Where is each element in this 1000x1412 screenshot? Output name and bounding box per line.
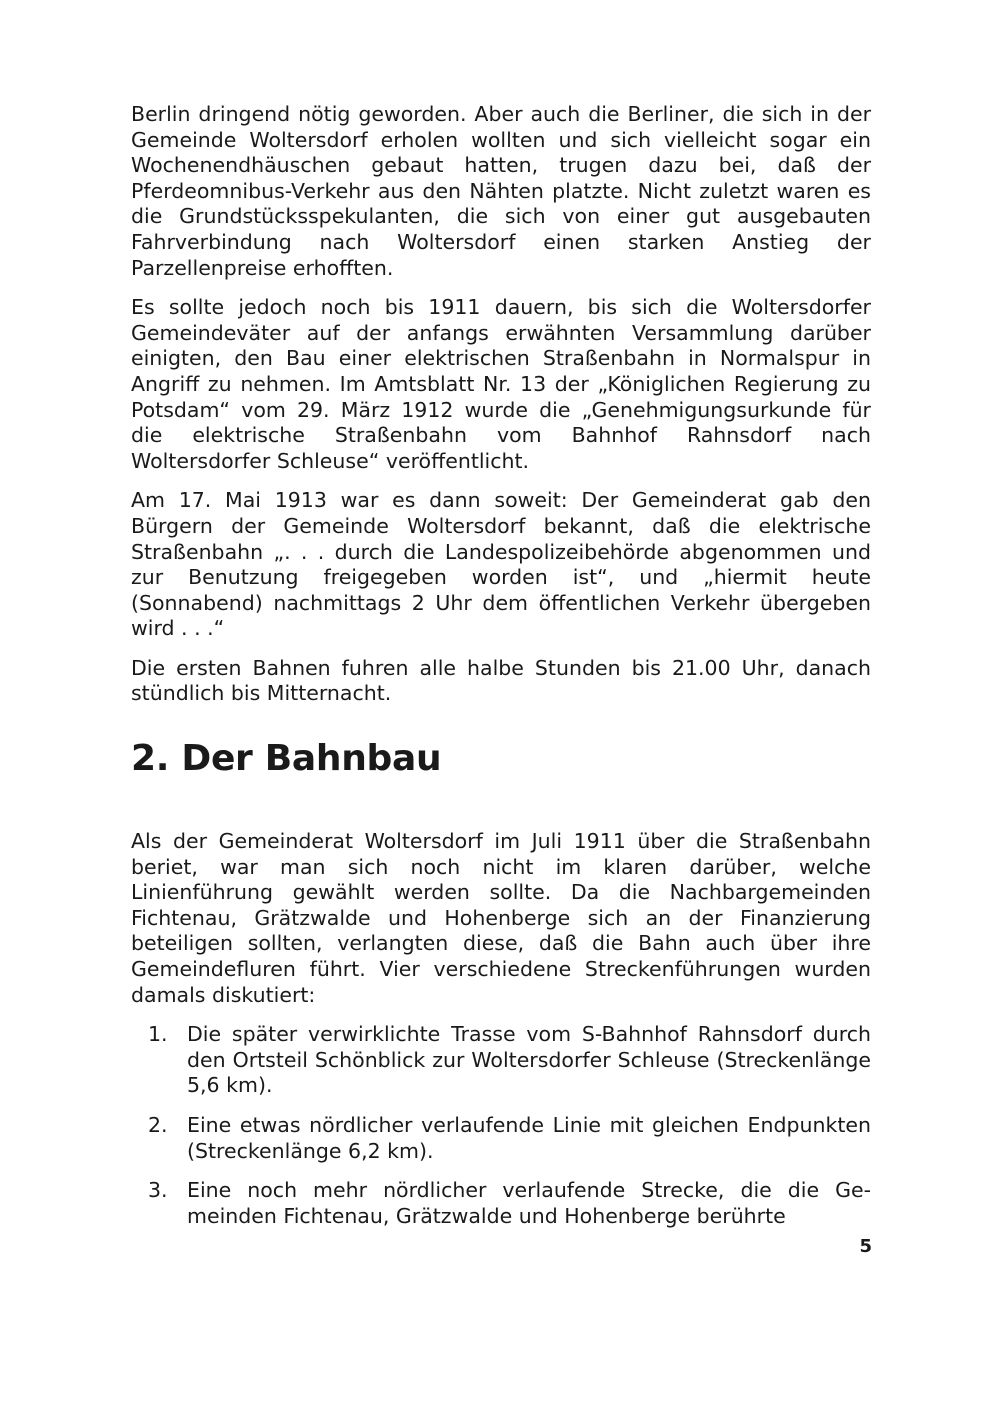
section-body [131,829,871,1229]
paragraph-3: Am 17. Mai 1913 war es dann soweit: Der Gemeinderat gab den Bürgern der Gemeinde Woltersdorf bekannt, daß die elektrische Straßenbahn „. . . durch die Landespolizeibehörde abgenommen und zur Benutzung freigegeben worden ist“, und „hiermit heute (Sonnabend) nachmittags 2 Uhr dem öffentlichen Verkehr übergeben wird . . .“ [131,488,871,641]
paragraph-1: Berlin dringend nötig geworden. Aber auch die Berliner, die sich in der Gemeinde Woltersdorf erholen wollten und sich vielleicht sogar ein Wochenendhäuschen gebaut hatten, trugen dazu bei, daß der Pferdeomnibus-Verkehr aus den Nähten platzte. Nicht zuletzt waren es die Grundstücksspekulanten, die sich von einer gut ausgebauten Fahrverbindung nach Woltersdorf einen starken Anstieg der Parzellenpreise erhofften. [131,102,871,280]
list-item-number: 2. [148,1113,168,1137]
section-intro: Als der Gemeinderat Woltersdorf im Juli 1911 über die Straßenbahn beriet, war man sich noch nicht im klaren darüber, welche Linienführung gewählt werden sollte. Da die Nachbargemeinden Fichtenau, Grätzwalde und Hohenberge sich an der Finanzierung beteiligen sollten, verlangten diese, daß die Bahn auch über ihre Gemeindefluren führt. Vier verschiedene Streckenführungen wurden damals diskutiert: [131,829,871,1007]
page-content [131,102,871,1243]
list-item [131,1178,871,1229]
page-number: 5 [859,1236,872,1257]
list-item-text: Die später verwirklichte Trasse vom S-Bahnhof Rahnsdorf durch den Ortsteil Schönblick zur Woltersdorfer Schleuse (Streckenlänge 5,6 km). [187,1022,871,1098]
section-heading: 2. Der Bahnbau [131,738,442,780]
list-item [131,1022,871,1099]
list-item-text: Eine etwas nördlicher verlaufende Linie mit gleichen Endpunkten (Streckenlänge 6,2 km). [187,1113,871,1163]
paragraph-4: Die ersten Bahnen fuhren alle halbe Stunden bis 21.00 Uhr, danach stündlich bis Mitternacht. [131,655,871,706]
list-item-number: 1. [148,1022,168,1047]
paragraph-2: Es sollte jedoch noch bis 1911 dauern, bis sich die Woltersdorfer Gemeindeväter auf der anfangs erwähnten Versammlung darüber einigten, den Bau einer elektrischen Straßenbahn in Normalspur in Angriff zu nehmen. Im Amtsblatt Nr. 13 der „Königlichen Regierung zu Potsdam“ vom 29. März 1912 wurde die „Genehmigungsurkunde für die elektrische Straßenbahn vom Bahnhof Rahnsdorf nach Woltersdorfer Schleuse“ veröffentlicht. [131,295,871,473]
list-item-number: 3. [148,1178,168,1203]
list-item [131,1113,871,1164]
route-options-list [131,1022,871,1229]
list-item-text: Eine noch mehr nördlicher verlaufende Strecke, die die Gemeinden Fichtenau, Grätzwalde und Hohenberge berührte [187,1178,871,1228]
